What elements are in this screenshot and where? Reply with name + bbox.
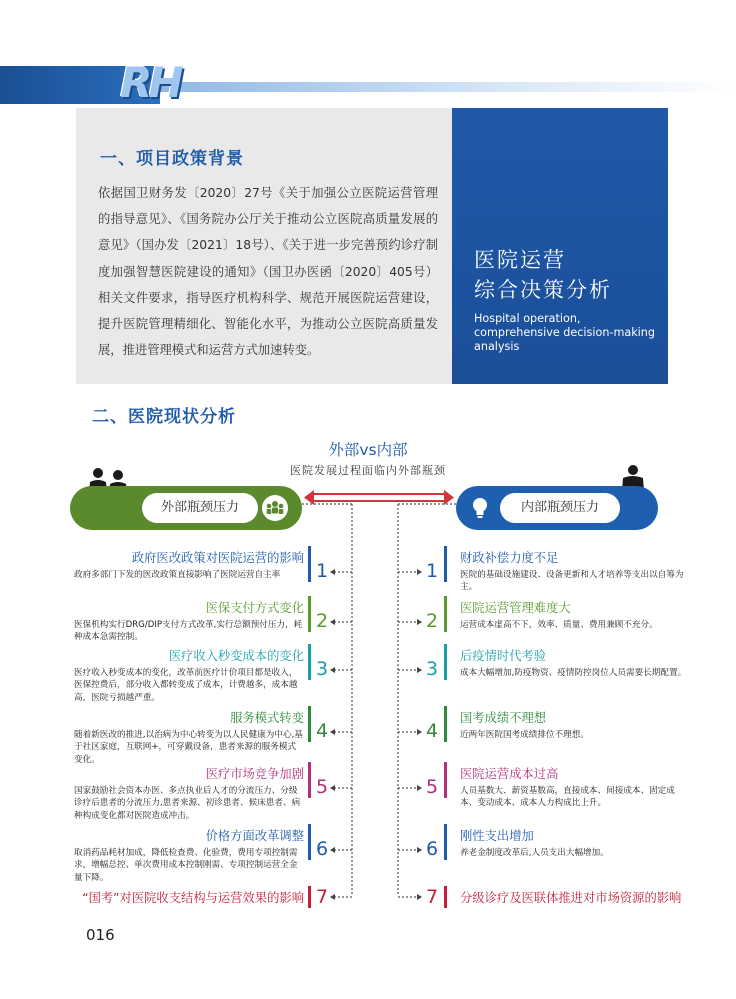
right-item-desc: 成本大幅增加,防疫物资、疫情防控岗位人员需要长期配置。 xyxy=(460,668,687,678)
policy-text: 依据国卫财务发〔2020〕27号《关于加强公立医院运营管理的指导意见》、《国务院办公厅关于推动公立医院高质量发展的意见》（国办发〔2021〕18号）、《关于进一步完善预约诊疗制度加强智慧医院建设的通知》（国卫办医函〔2020〕405号）相关文件要求，指导医疗机构科学、规范开展医院运营建设，提升医院管理精细化、智能化水平，为推动公立医院高质量发展，推进管理模式和运营方式加速转变。 xyxy=(98,186,438,358)
right-item-desc: 近两年医院国考成绩排位不理想。 xyxy=(460,730,589,740)
left-item-number: 4 xyxy=(316,720,329,742)
right-item-bar xyxy=(444,546,447,582)
header-band xyxy=(0,66,736,104)
left-item-3 xyxy=(74,646,304,704)
panel-title-line2: 综合决策分析 xyxy=(474,278,612,302)
right-tick-arrow xyxy=(417,619,422,625)
left-item-bar xyxy=(308,824,311,860)
right-tick-arrow xyxy=(417,894,422,900)
right-item-desc: 人员基数大、薪资基数高，直接成本、间接成本、固定成本、变动成本、成本人力构成比上升。 xyxy=(460,786,675,809)
left-item-desc: 取消药品耗材加成，降低检查费、化验费，费用专项控制需求，增幅总控、单次费用成本控制刚需、专项控制运营全金量下降。 xyxy=(74,848,298,883)
internal-pressure-label: 内部瓶颈压力 xyxy=(500,493,620,523)
left-item-bar xyxy=(308,706,311,742)
left-item-bar xyxy=(308,596,311,632)
left-item-desc: 国家鼓励社会资本办医、多点执业后人才的分流压力、分级诊疗后患者的分流压力,患者来源、初诊患者、候床患者、病种构成变化都对医院造成冲击。 xyxy=(74,786,301,821)
left-item-title: 医疗收入秒变成本的变化 xyxy=(168,649,304,663)
right-item-title: 分级诊疗及医联体推进对市场资源的影响 xyxy=(460,891,682,905)
left-item-bar xyxy=(308,762,311,798)
policy-title: 一、项目政策背景 xyxy=(100,149,244,169)
panel-title-line1: 医院运营 xyxy=(474,248,566,272)
brand-logo: RH xyxy=(120,58,180,107)
left-item-6 xyxy=(74,826,304,884)
right-item-6 xyxy=(460,826,692,859)
left-item-7 xyxy=(74,888,304,906)
left-tick-arrow xyxy=(330,569,335,575)
right-item-number: 4 xyxy=(426,720,439,742)
right-item-title: 后疫情时代考验 xyxy=(460,649,547,663)
right-tick-arrow xyxy=(417,729,422,735)
right-item-bar xyxy=(444,644,447,680)
left-item-bar xyxy=(308,644,311,680)
right-item-title: 财政补偿力度不足 xyxy=(460,551,559,565)
left-item-2 xyxy=(74,598,304,644)
left-item-title: 政府医改政策对医院运营的影响 xyxy=(131,551,304,565)
left-item-number: 5 xyxy=(316,776,329,798)
left-item-desc: 医保机构实行DRG/DIP支付方式改革,实行总额预付压力，耗种成本急需控制。 xyxy=(74,620,303,643)
right-item-number: 5 xyxy=(426,776,439,798)
vs-subtitle: 医院发展过程面临内外部瓶颈 xyxy=(290,464,446,477)
lightbulb-icon xyxy=(466,494,494,522)
left-item-1 xyxy=(74,548,304,581)
left-tick-arrow xyxy=(330,894,335,900)
right-item-number: 3 xyxy=(426,658,439,680)
left-item-desc: 随着新医改的推进,以治病为中心转变为以人民健康为中心,基于社区家庭，互联网+，可穿戴设备，患者来源的服务模式变化。 xyxy=(74,730,303,765)
left-item-bar xyxy=(308,886,311,908)
right-item-title: 国考成绩不理想 xyxy=(460,711,547,725)
left-item-title: “国考”对医院收支结构与运营效果的影响 xyxy=(82,891,304,905)
right-item-number: 7 xyxy=(426,886,439,908)
right-item-bar xyxy=(444,824,447,860)
right-item-bar xyxy=(444,762,447,798)
left-item-number: 7 xyxy=(316,886,329,908)
right-item-3 xyxy=(460,646,692,679)
bidirectional-arrow-icon xyxy=(302,486,456,510)
left-item-number: 3 xyxy=(316,658,329,680)
external-pressure-label: 外部瓶颈压力 xyxy=(142,493,258,523)
right-item-desc: 养老金制度改革后,人员支出大幅增加。 xyxy=(460,848,609,858)
left-item-title: 医疗市场竞争加剧 xyxy=(205,767,304,781)
right-tick-arrow xyxy=(417,847,422,853)
right-item-4 xyxy=(460,708,692,741)
left-item-title: 医保支付方式变化 xyxy=(205,601,304,615)
left-tick-arrow xyxy=(330,729,335,735)
right-item-title: 刚性支出增加 xyxy=(460,829,534,843)
right-item-bar xyxy=(444,596,447,632)
left-tick-arrow xyxy=(330,667,335,673)
left-item-desc: 政府多部门下发的医改政策直接影响了医院运营自主率 xyxy=(74,570,281,580)
left-item-desc: 医疗收入秒变成本的变化，改革前医疗计价项目都是收入，医保控费后，部分收入都转变成了成本，计费越多，成本越高，医院亏损越严重。 xyxy=(74,668,298,703)
right-item-number: 6 xyxy=(426,838,439,860)
right-item-title: 医院运营管理难度大 xyxy=(460,601,571,615)
right-item-7 xyxy=(460,888,692,906)
left-tick-arrow xyxy=(330,785,335,791)
left-item-number: 1 xyxy=(316,560,329,582)
left-item-bar xyxy=(308,546,311,582)
right-item-bar xyxy=(444,886,447,908)
header-bar-right xyxy=(160,82,736,92)
right-tick-arrow xyxy=(417,667,422,673)
right-item-1 xyxy=(460,548,692,594)
right-tick-arrow xyxy=(417,569,422,575)
left-item-title: 价格方面改革调整 xyxy=(205,829,304,843)
right-item-title: 医院运营成本过高 xyxy=(460,767,559,781)
left-item-number: 2 xyxy=(316,610,329,632)
right-item-2 xyxy=(460,598,692,631)
left-item-number: 6 xyxy=(316,838,329,860)
left-item-title: 服务模式转变 xyxy=(230,711,304,725)
left-tick-arrow xyxy=(330,619,335,625)
page-number: 016 xyxy=(86,926,115,944)
right-tick-arrow xyxy=(417,785,422,791)
left-tick-arrow xyxy=(330,847,335,853)
right-item-bar xyxy=(444,706,447,742)
section2-title: 二、医院现状分析 xyxy=(92,407,236,427)
right-item-number: 2 xyxy=(426,610,439,632)
people-icon xyxy=(262,495,288,521)
right-item-number: 1 xyxy=(426,560,439,582)
panel-subtitle: Hospital operation, comprehensive decision-making analysis xyxy=(474,312,655,353)
right-item-5 xyxy=(460,764,692,810)
right-item-desc: 运营成本虚高不下，效率、质量、费用兼顾不充分。 xyxy=(460,620,658,630)
right-item-desc: 医院的基础设施建设、设备更新和人才培养等支出以自筹为主。 xyxy=(460,570,684,593)
left-item-4 xyxy=(74,708,304,766)
left-item-5 xyxy=(74,764,304,822)
vs-title: 外部vs内部 xyxy=(328,441,408,459)
